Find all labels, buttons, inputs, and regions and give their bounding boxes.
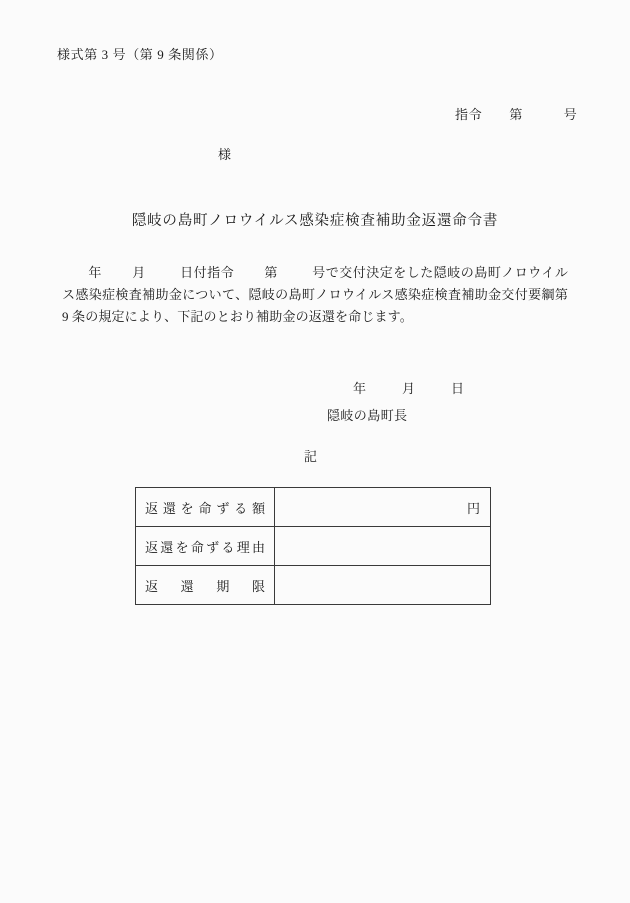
- date-line: [340, 369, 464, 408]
- repayment-details-table: [135, 487, 491, 605]
- row-value-repayment-deadline[interactable]: [275, 566, 491, 605]
- date-day-label: 日: [451, 381, 465, 396]
- table-row: [136, 566, 491, 605]
- addressee-honorific: 様: [218, 147, 232, 162]
- date-year-label: 年: [353, 381, 367, 396]
- row-value-repayment-amount[interactable]: 円: [275, 488, 491, 527]
- document-title: 隠岐の島町ノロウイルス感染症検査補助金返還命令書: [131, 213, 499, 229]
- date-month-label: 月: [402, 381, 416, 396]
- table-row: [136, 527, 491, 566]
- ki-marker: 記: [304, 449, 318, 464]
- row-label-repayment-deadline: 返還期限: [136, 566, 275, 605]
- directive-number: 指令 第 号: [455, 107, 578, 122]
- form-number: 様式第 3 号（第 9 条関係）: [57, 47, 223, 62]
- signatory-name: 隠岐の島町長: [327, 408, 408, 423]
- body-date-directive-label: 日付指令: [179, 265, 235, 280]
- row-value-repayment-reason[interactable]: [275, 527, 491, 566]
- row-label-repayment-amount: 返還を命ずる額: [136, 488, 275, 527]
- row-label-repayment-reason: 返還を命ずる理由: [136, 527, 275, 566]
- body-dai-label: 第: [264, 265, 278, 280]
- body-month-label: 月: [131, 265, 146, 280]
- body-year-label: 年: [88, 265, 102, 280]
- table-row: [136, 488, 491, 527]
- body-paragraph: [62, 262, 568, 328]
- body-main-text: 号で交付決定をした隠岐の島町ノロウイルス感染症検査補助金について、隠岐の島町ノロウイルス感染症検査補助金交付要綱第 9 条の規定により、下記のとおり補助金の返還を命じます。: [62, 265, 569, 324]
